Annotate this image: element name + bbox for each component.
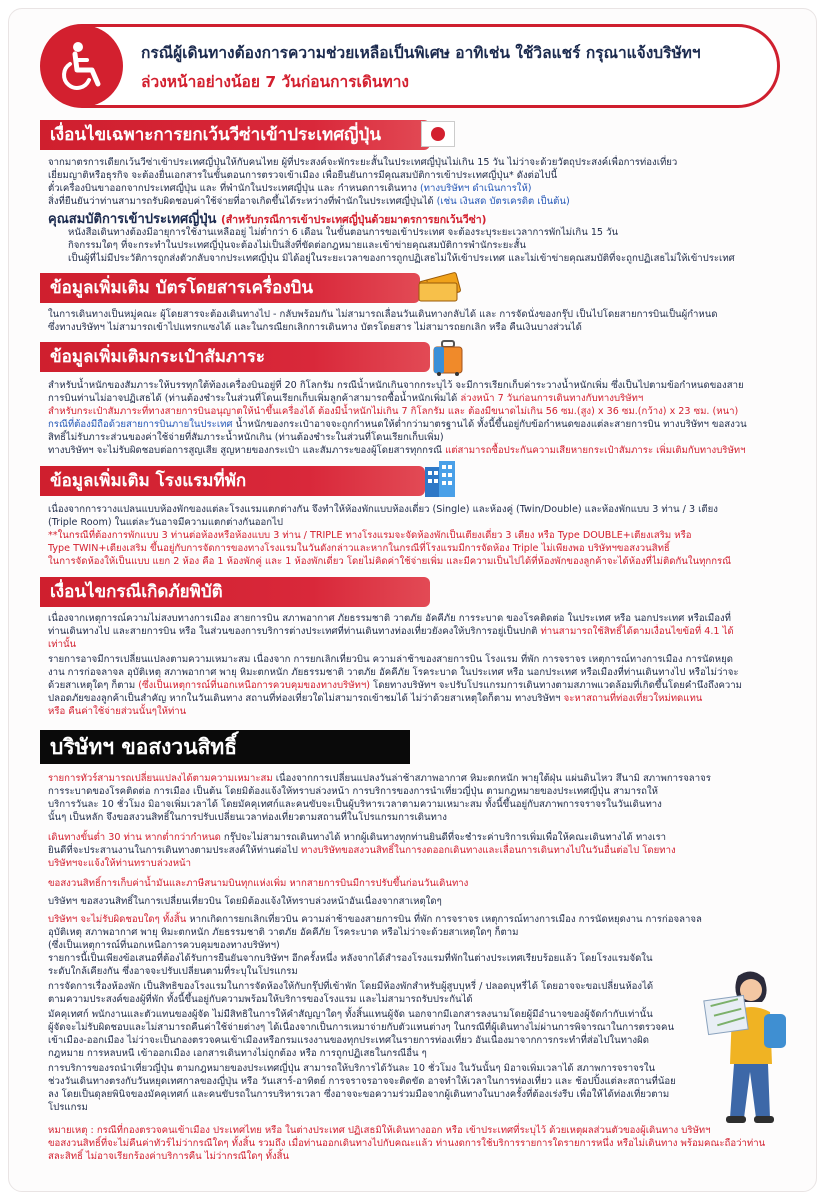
rights-p5-line-1 xyxy=(48,913,702,926)
ticket-section-header: ข้อมูลเพิ่มเติม บัตรโดยสารเครื่องบิน xyxy=(40,273,420,303)
rights-p1-line-2: การระบาดของโรคติดต่อ การเมือง เป็นต้น โดยมิต้องแจ้งให้ทราบล่วงหน้า การบริการของการนำเที่ยวญี่ปุ่น ตามกฎหมายของประเทศญี่ปุ่น สามารถให้ xyxy=(48,786,658,797)
visa-line-3-note: (ทางบริษัทฯ ดำเนินการให้) xyxy=(419,183,532,194)
hotel-line-3: **ในกรณีที่ต้องการพักแบบ 3 ท่านต่อห้องหรือห้องแบบ 3 ท่าน / TRIPLE ทางโรงแรมจะจัดห้องพักเป็นเตียงเดี่ยว 3 เตียง หรือ Type DOUBLE+เตียงเสริม หรือ xyxy=(48,530,692,541)
disaster-line-6-text: ด้วยสาเหตุใดๆ ก็ตาม xyxy=(48,680,136,691)
rights-p2-line-1 xyxy=(48,831,666,844)
suitcase-icon xyxy=(428,338,468,378)
hotel-section-header: ข้อมูลเพิ่มเติม โรงแรมที่พัก xyxy=(40,466,425,496)
baggage-line-2 xyxy=(48,392,643,405)
visa-line-4 xyxy=(48,195,570,208)
rights-p5-line-7: ตามความประสงค์ของผู้ที่พัก ทั้งนี้ขึ้นอยู่กับความพร้อมให้บริการของโรงแรม และไม่สามารถรับประกันได้ xyxy=(48,994,473,1005)
rights-p2-line-2 xyxy=(48,844,676,857)
baggage-line-2-text: การบินท่านไม่อาจปฏิเสธได้ (ท่านต้องชำระในส่วนที่โดนเรียกเก็บเพิ่มลูกค้าสามารถซื้อน้ำหนักเพิ่มได้ xyxy=(48,393,458,404)
japan-flag-icon xyxy=(420,118,456,150)
rights-p2-note: ทางบริษัทขอสงวนสิทธิ์ในการงดออกเดินทางและเลื่อนการเดินทางไปในวันอื่นต่อไป โดยทาง xyxy=(300,845,676,856)
rights-p5-prefix: บริษัทฯ จะไม่รับผิดชอบใดๆ ทั้งสิ้น xyxy=(48,914,187,925)
rights-p5-line-13: ช่วงวันเดินทางตรงกับวันหยุดเทศกาลของญี่ปุ่น หรือ วันเสาร์-อาทิตย์ การจราจรอาจจะติดขัด อาจทำให้เวลาในการท่องเที่ยว และ ช้อปปิ้งแต่ละสถานที่น้อย xyxy=(48,1076,676,1087)
disaster-line-2-text: ท่านเดินทางไป และสายการบิน หรือ ในส่วนของการบริการต่างประเทศที่ท่านเดินทางท่องเที่ยวยังคงให้บริการอยู่เป็นปกติ xyxy=(48,626,538,637)
disaster-line-6 xyxy=(48,679,742,692)
disaster-line-2 xyxy=(48,625,734,638)
rights-p5-line-8: มัคคุเทศก์ พนักงานและตัวแทนของผู้จัด ไม่มีสิทธิในการให้คำสัญญาใดๆ ทั้งสิ้นแทนผู้จัด นอกจากมีเอกสารลงนามโดยผู้มีอำนาจของผู้จัดกำกับเท่านั้น xyxy=(48,1009,653,1020)
baggage-line-6-note: แต่สามารถซื้อประกันความเสียหายกระเป๋าสัมภาระ เพิ่มเติมกับทางบริษัทฯ xyxy=(445,445,746,456)
visa-line-1: จากมาตรการเดียกเว้นวีซ่าเข้าประเทศญี่ปุ่นให้กับคนไทย ผู้ที่ประสงค์จะพักระยะสั้นในประเทศญี่ปุ่นไม่เกิน 15 วัน ไม่ว่าจะด้วยวัตถุประสงค์เพื่อการท่องเที่ยว xyxy=(48,157,678,168)
rights-p5-line-4: รายการนี้เป็นเพียงข้อเสนอที่ต้องได้รับการยืนยันจากบริษัทฯ อีกครั้งหนึ่ง หลังจากได้สำรองโรงแรมที่พักในต่างประเทศเรียบร้อยแล้ว โดยโรงแรมจัดใน xyxy=(48,953,653,964)
banner-line-2: ล่วงหน้าอย่างน้อย 7 วันก่อนการเดินทาง xyxy=(141,73,409,91)
rights-p2-prefix: เดินทางขั้นต่ำ 30 ท่าน หากต่ำกว่ากำหนด xyxy=(48,832,221,843)
rights-p5-line-10: เข้าเมือง-ออกเมือง ไม่ว่าจะเป็นกองตรวจคนเข้าเมืองหรือกรมแรงงานของทุกประเทศในรายการท่องเที่ยว อันเนื่องมาจากการกระทำที่ส่อไปในทางผิด xyxy=(48,1035,649,1046)
rights-p1-prefix: รายการทัวร์สามารถเปลี่ยนแปลงได้ตามความเหมาะสม xyxy=(48,773,273,784)
rights-p5-line-3: (ซึ่งเป็นเหตุการณ์ที่นอกเหนือการควบคุมของทางบริษัทฯ) xyxy=(48,940,280,951)
disaster-line-4: รายการอาจมีการเปลี่ยนแปลงตามความเหมาะสม เนื่องจาก การยกเลิกเที่ยวบิน ความล่าช้าของสายการบิน โรงแรม ที่พัก การจราจร เหตุการณ์ทางการเมือง การนัดหยุด xyxy=(48,654,733,665)
disaster-line-7-note: จะหาสถานที่ท่องเที่ยวใหม่ทดแทน xyxy=(563,693,703,704)
disaster-line-6-tail: โดยทางบริษัทฯ จะปรับโปรแกรมการเดินทางตามสภาพแวดล้อมที่เกิดขึ้นโดยคำนึงถึงความ xyxy=(373,680,742,691)
visa-requirement-3: เป็นผู้ที่ไม่มีประวัติการถูกส่งตัวกลับจากประเทศญี่ปุ่น มิได้อยู่ในระยะเวลาของการถูกปฏิเสธไม่ให้เข้าประเทศ และไม่เข้าข่ายคุณสมบัติที่จะถูกปฏิเสธไม่ให้เข้าประเทศ xyxy=(68,253,735,264)
rights-p5-line-5: ระดับใกล้เคียงกัน ซึ่งอาจจะปรับเปลี่ยนตามที่ระบุในโปรแกรม xyxy=(48,966,298,977)
hotel-line-4: Type TWIN+เตียงเสริม ขึ้นอยู่กับการจัดการของทางโรงแรมในวันดังกล่าวและหากในกรณีที่โรงแรมมีการจัดห้อง Triple ไม่เพียงพอ บริษัทฯขอสงวนสิทธิ์ xyxy=(48,543,670,554)
baggage-line-1: สำหรับน้ำหนักของสัมภาระให้บรรทุกใต้ท้องเครื่องบินอยู่ที่ 20 กิโลกรัม กรณีน้ำหนักเกินจากกระบุไว้ จะมีการเรียกเก็บค่าระวางน้ำหนักเพิ่ม ซึ่งเป็นไปตามข้อกำหนดของสาย xyxy=(48,380,744,391)
baggage-line-4-text: น้ำหนักของกระเป๋าอาจจะถูกกำหนดให้ต่ำกว่ามาตรฐานได้ ทั้งนี้ขึ้นอยู่กับข้อกำหนดของแต่ละสายการบิน ทางบริษัทฯ ขอสงวน xyxy=(235,419,747,430)
disaster-line-3: เท่านั้น xyxy=(48,639,77,650)
visa-line-3-text: ตั๋วเครื่องบินขาออกจากประเทศญี่ปุ่น และ ที่พำนักในประเทศญี่ปุ่น และ กำหนดการเดินทาง xyxy=(48,183,417,194)
visa-line-4-note: (เช่น เงินสด บัตรเครดิต เป็นต้น) xyxy=(436,196,570,207)
ticket-icon xyxy=(412,268,466,306)
rights-p5-line-11: กฎหมาย การหลบหนี เข้าออกเมือง เอกสารเดินทางไม่ถูกต้อง หรือ การถูกปฏิเสธในกรณีอื่น ๆ xyxy=(48,1048,427,1059)
disaster-section-header: เงื่อนไขกรณีเกิดภัยพิบัติ xyxy=(40,577,430,607)
rights-p1-line-3: บริการวันละ 10 ชั่วโมง มิอาจเพิ่มเวลาได้ โดยมัคคุเทศก์และคนขับจะเป็นผู้บริหารเวลาตามความเหมาะสม ทั้งนี้ขึ้นอยู่กับสภาพการจราจรในวันเดินทาง xyxy=(48,799,662,810)
rights-p5-line-9: ผู้จัดจะไม่รับผิดชอบและไม่สามารถคืนค่าใช้จ่ายต่างๆ ได้เนื่องจากเป็นการเหมาจ่ายกับตัวแทนต่างๆ ในกรณีที่ผู้เดินทางไม่ผ่านการพิจารณาในการตรวจคน xyxy=(48,1022,675,1033)
baggage-line-3: สำหรับกระเป๋าสัมภาระที่ทางสายการบินอนุญาตให้นำขึ้นเครื่องได้ ต้องมีน้ำหนักไม่เกิน 7 กิโลกรัม และ ต้องมีขนาดไม่เกิน 56 ซม.(สูง) x 36 ซม.(กว้าง) x 23 ซม. (หนา) xyxy=(48,406,739,417)
visa-requirement-2: กิจกรรมใดๆ ที่จะกระทำในประเทศญี่ปุ่นจะต้องไม่เป็นสิ่งที่ขัดต่อกฎหมายและเข้าข่ายคุณสมบัติการพำนักระยะสั้น xyxy=(68,240,526,251)
baggage-line-5: สิทธิ์ไม่รับภาระส่วนของค่าใช้จ่ายที่สัมภาระน้ำหนักเกิน (ท่านต้องชำระในส่วนที่โดนเรียกเก็บเพิ่ม) xyxy=(48,432,444,443)
rights-p2-line-2-text: ยินดีที่จะประสานงานในการเดินทางตามประสงค์ให้ท่านต่อไป xyxy=(48,845,298,856)
banner-line-1: กรณีผู้เดินทางต้องการความช่วยเหลือเป็นพิเศษ อาทิเช่น ใช้วิลแชร์ กรุณาแจ้งบริษัทฯ xyxy=(141,44,701,62)
rights-p3: ขอสงวนสิทธิ์การเก็บค่าน้ำมันและภาษีสนามบินทุกแห่งเพิ่ม หากสายการบินมีการปรับขึ้นก่อนวันเดินทาง xyxy=(48,878,469,889)
rights-p2-line-3: บริษัทฯจะแจ้งให้ท่านทราบล่วงหน้า xyxy=(48,858,191,869)
hotel-line-5: ในการจัดห้องให้เป็นแบบ แยก 2 ห้อง คือ 1 ห้องพักคู่ และ 1 ห้องพักเดี่ยว โดยไม่คิดค่าใช้จ่ายเพิ่ม และมีความเป็นไปได้ที่ห้องพักของลูกค้าจะได้ห้องที่ไม่ติดกันในทุกกรณี xyxy=(48,556,732,567)
disaster-line-7 xyxy=(48,692,702,705)
disaster-line-5: งาน การก่อจลาจล อุบัติเหตุ สภาพอากาศ พายุ หิมะตกหนัก ภัยธรรมชาติ วาตภัย อัคคีภัย โรคระบาด ในประเทศ หรือ นอกประเทศ หรือเมืองที่ท่านเดินทางไป หรือไม่ว่าจะ xyxy=(48,667,739,678)
ticket-line-2: ซึ่งทางบริษัทฯ ไม่สามารถเข้าไปแทรกแซงได้ และในกรณียกเลิกการเดินทาง บัตรโดยสาร ไม่สามารถยกเลิก หรือ คืนเงินบางส่วนได้ xyxy=(48,322,582,333)
rights-note-line-1: หมายเหตุ : กรณีที่กองตรวจคนเข้าเมือง ประเทศไทย หรือ ในต่างประเทศ ปฏิเสธมิให้เดินทางออก หรือ เข้าประเทศที่ระบุไว้ ด้วยเหตุผลส่วนตัวของผู้เดินทาง บริษัทฯ xyxy=(48,1125,711,1136)
rights-p5-line-12: การบริการของรถนำเที่ยวญี่ปุ่น ตามกฎหมายของประเทศญี่ปุ่น สามารถให้บริการได้วันละ 10 ชั่วโมง ในวันนั้นๆ มิอาจเพิ่มเวลาได้ สภาพการจราจรใน xyxy=(48,1063,656,1074)
rights-p5-line-2: อุบัติเหตุ สภาพอากาศ พายุ หิมะตกหนัก ภัยธรรมชาติ วาตภัย อัคคีภัย โรคระบาด หรือไม่ว่าจะด้วยสาเหตุใดๆ ก็ตาม xyxy=(48,927,519,938)
hotel-line-2: (Triple Room) ในแต่ละวันอาจมีความแตกต่างกันออกไป xyxy=(48,517,284,528)
rights-p1-line-1-text: เนื่องจากการเปลี่ยนแปลงวันล่าช้าสภาพอากาศ หิมะตกหนัก พายุใต้ฝุ่น แผ่นดินไหว สึนามิ สภาพการจลาจร xyxy=(275,773,711,784)
visa-section-header: เงื่อนไขเฉพาะการยกเว้นวีซ่าเข้าประเทศญี่ปุ่น xyxy=(40,120,430,150)
wheelchair-icon xyxy=(41,25,123,107)
baggage-line-4-prefix: กรณีที่ต้องมีถือด้วยสายการบินภายในประเทศ xyxy=(48,419,233,430)
disaster-line-7-text: ปลอดภัยของลูกค้าเป็นสำคัญ หากในวันเดินทาง สถานที่ท่องเที่ยวใดไม่สามารถเข้าชมได้ ไม่ว่าด้วยสาเหตุใดก็ตาม ทางบริษัทฯ xyxy=(48,693,561,704)
baggage-line-6-text: ทางบริษัทฯ จะไม่รับผิดชอบต่อการสูญเสีย สูญหายของกระเป๋า และสัมภาระของผู้โดยสารทุกกรณี xyxy=(48,445,442,456)
disaster-line-1: เนื่องจากเหตุการณ์ความไม่สงบทางการเมือง สายการบิน สภาพอากาศ ภัยธรรมชาติ วาตภัย อัคคีภัย การระบาด ของโรคติดต่อ ในประเทศ หรือ นอกประเทศ หรือเมืองที่ xyxy=(48,613,731,624)
rights-p2-line-1-text: กรุ๊ปจะไม่สามารถเดินทางได้ หากผู้เดินทางทุกท่านยินดีที่จะชำระค่าบริการเพิ่มเพื่อให้คณะเดินทางได้ ทางเรา xyxy=(223,832,667,843)
hotel-building-icon xyxy=(420,458,460,500)
rights-section-header: บริษัทฯ ขอสงวนสิทธิ์ xyxy=(40,730,410,764)
rights-p4: บริษัทฯ ขอสงวนสิทธิ์ในการเปลี่ยนเที่ยวบิน โดยมิต้องแจ้งให้ทราบล่วงหน้าอันเนื่องจากสาเหตุใดๆ xyxy=(48,896,442,907)
rights-p5-line-6: การจัดการเรื่องห้องพัก เป็นสิทธิของโรงแรมในการจัดห้องให้กับกรุ๊ปที่เข้าพัก โดยมีห้องพักสำหรับผู้สูบบุหรี่ / ปลอดบุหรี่ได้ โดยอาจจะขอเปลี่ยนห้องได้ xyxy=(48,981,654,992)
visa-line-4-text: สิ่งที่ยืนยันว่าท่านสามารถรับผิดชอบค่าใช้จ่ายที่อาจเกิดขึ้นได้ระหว่างที่พำนักในประเทศญี่ปุ่นได้ xyxy=(48,196,434,207)
baggage-line-2-note: ล่วงหน้า 7 วันก่อนการเดินทางกับทางบริษัทฯ xyxy=(460,393,644,404)
rights-p1-line-4: นั้นๆ เป็นหลัก จึงขอสงวนสิทธิ์ในการปรับเปลี่ยนเวลาท่องเที่ยวตามสถานที่ในโปรแกรมการเดินทาง xyxy=(48,812,447,823)
visa-subheading-note: (สำหรับกรณีการเข้าประเทศญี่ปุ่นด้วยมาตรการยกเว้นวีซ่า) xyxy=(220,214,487,226)
disaster-line-8: หรือ คืนค่าใช้จ่ายส่วนนั้นๆให้ท่าน xyxy=(48,706,187,717)
rights-p1-line-1 xyxy=(48,772,711,785)
visa-line-2: เยี่ยมญาติหรือธุรกิจ จะต้องยื่นเอกสารในขั้นตอนการตรวจเข้าเมือง เพื่อยืนยันการมีคุณสมบัติการเข้าประเทศญี่ปุ่น* ดังต่อไปนี้ xyxy=(48,170,558,181)
visa-line-3 xyxy=(48,182,532,195)
rights-p5-line-15: โปรแกรม xyxy=(48,1102,88,1113)
hotel-line-1: เนื่องจากการวางแปลนแบบห้องพักของแต่ละโรงแรมแตกต่างกัน จึงทำให้ห้องพักแบบห้องเดี่ยว (Single) และห้องคู่ (Twin/Double) และห้องพักแบบ 3 ท่าน / 3 เตียง xyxy=(48,504,718,515)
ticket-line-1: ในการเดินทางเป็นหมู่คณะ ผู้โดยสารจะต้องเดินทางไป - กลับพร้อมกัน ไม่สามารถเลื่อนวันเดินทางกลับได้ และ การจัดนั่งของกรุ๊ป เป็นไปโดยสายการบินเป็นผู้กำหนด xyxy=(48,309,718,320)
baggage-line-4 xyxy=(48,418,747,431)
disaster-line-2-note: ท่านสามารถใช้สิทธิ์ได้ตามเงื่อนไขข้อที่ 4.1 ได้ xyxy=(540,626,734,637)
rights-p5-line-14: ลง โดยเป็นดุลยพินิจของมัคคุเทศก์ และคนขับรถในการบริหารเวลา ซึ่งอาจจะขอความร่วมมือจากผู้เดินทางในบางครั้งที่ต้องเร่งรีบ เพื่อให้ได้ท่องเที่ยวตาม xyxy=(48,1089,670,1100)
baggage-section-header: ข้อมูลเพิ่มเติมกระเป๋าสัมภาระ xyxy=(40,342,430,372)
rights-note-line-2: ขอสงวนสิทธิ์ที่จะไม่คืนค่าทัวร์ไม่ว่ากรณีใดๆ ทั้งสิ้น รวมถึง เมื่อท่านออกเดินทางไปกับคณะแล้ว ท่านงดการใช้บริการรายการใดรายการหนึ่ง หรือไม่เดินทาง พร้อมคณะถือว่าท่าน xyxy=(48,1138,766,1149)
baggage-line-6 xyxy=(48,444,745,457)
special-assistance-banner xyxy=(40,24,780,108)
rights-note-line-3: สละสิทธิ์ ไม่อาจเรียกร้องค่าบริการคืน ไม่ว่ากรณีใดๆ ทั้งสิ้น xyxy=(48,1151,290,1162)
visa-subheading-title: คุณสมบัติการเข้าประเทศญี่ปุ่น xyxy=(48,212,217,227)
traveler-with-map-illustration xyxy=(700,968,800,1128)
rights-p5-line-1-text: หากเกิดการยกเลิกเที่ยวบิน ความล่าช้าของสายการบิน ที่พัก การจราจร เหตุการณ์ทางการเมือง การนัดหยุดงาน การก่อจลาจล xyxy=(189,914,702,925)
disaster-line-6-note: (ซึ่งเป็นเหตุการณ์ที่นอกเหนือการควบคุมของทางบริษัทฯ) xyxy=(138,680,370,691)
visa-requirement-1: หนังสือเดินทางต้องมีอายุการใช้งานเหลืออยู่ ไม่ต่ำกว่า 6 เดือน ในขั้นตอนการขอเข้าประเทศ จะต้องระบุระยะเวลาการพักไม่เกิน 15 วัน xyxy=(68,227,619,238)
